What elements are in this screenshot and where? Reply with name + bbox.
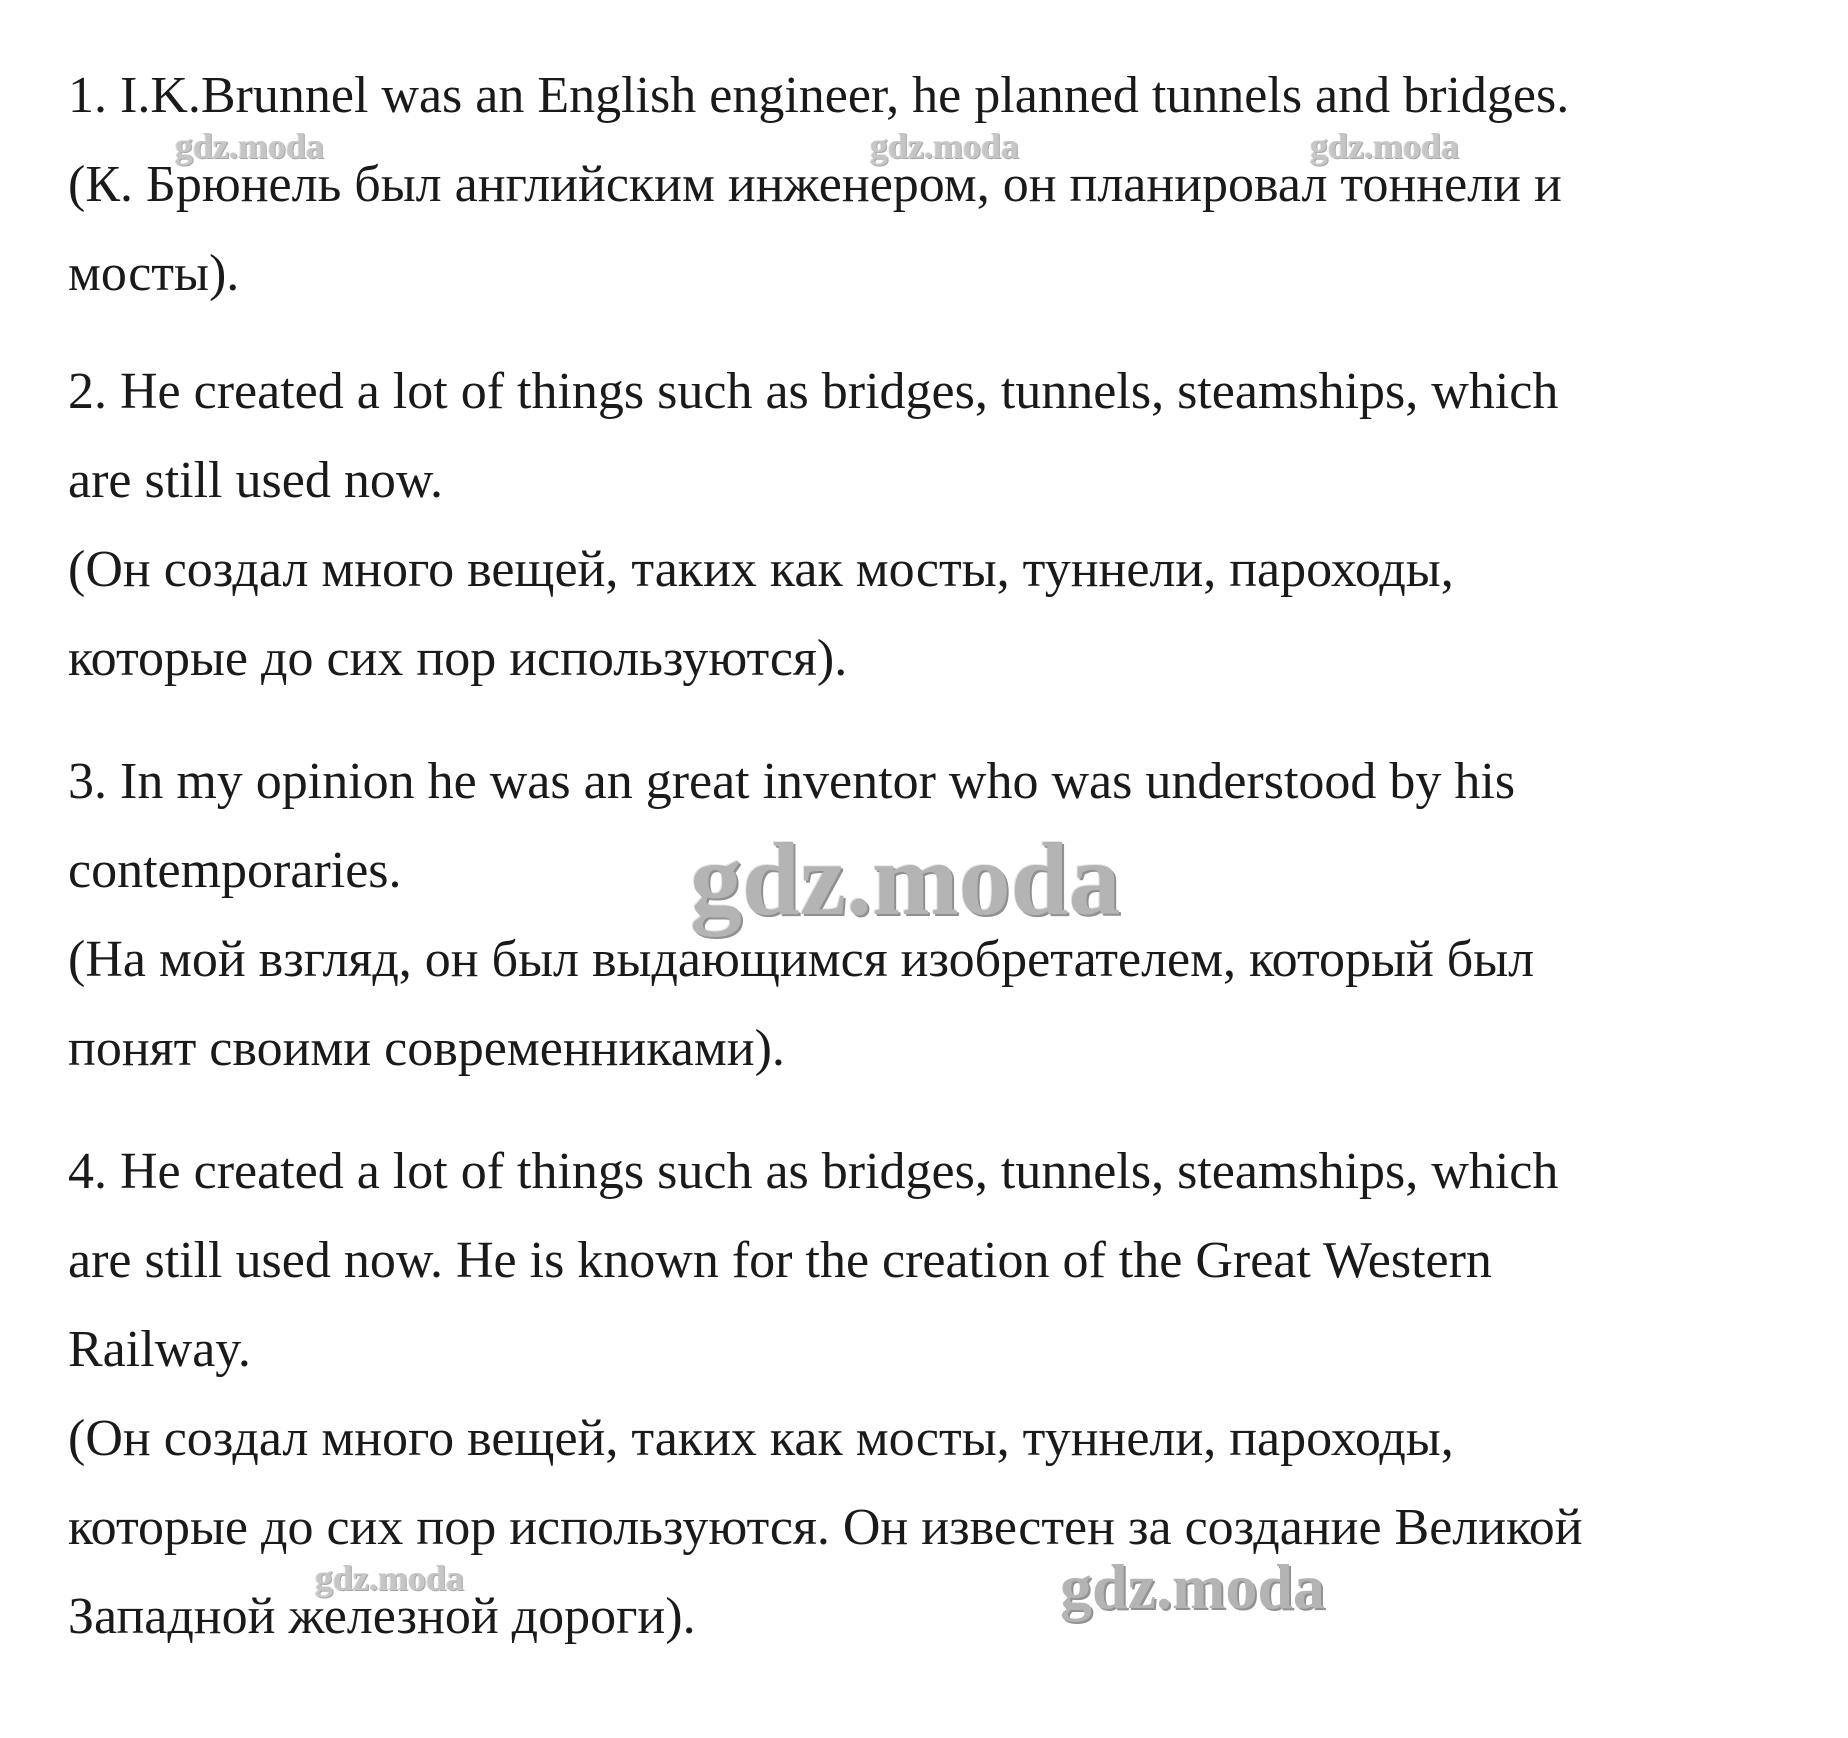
- answer-4-line-6: Западной железной дороги).: [68, 1588, 696, 1645]
- watermark-top-left: gdz.moda: [175, 126, 325, 166]
- answer-1-line-1: 1. I.K.Brunnel was an English engineer, he planned tunnels and bridges.: [68, 67, 1570, 124]
- answer-4-line-3: Railway.: [68, 1321, 251, 1378]
- answer-1-line-2: (К. Брюнель был английским инженером, он планировал тоннели и: [68, 156, 1562, 213]
- answer-3-line-2: contemporaries.: [68, 842, 402, 899]
- answer-3-line-1: 3. In my opinion he was an great inventor who was understood by his: [68, 753, 1516, 810]
- answer-3-line-4: понят своими современниками).: [68, 1020, 785, 1077]
- watermark-top-right: gdz.moda: [1310, 126, 1460, 166]
- answer-4-line-5: которые до сих пор используются. Он известен за создание Великой: [68, 1499, 1583, 1556]
- answer-4-line-1: 4. He created a lot of things such as bridges, tunnels, steamships, which: [68, 1143, 1559, 1200]
- watermark-bottom-right: gdz.moda: [1060, 1551, 1325, 1622]
- answer-4-line-4: (Он создал много вещей, таких как мосты, туннели, пароходы,: [68, 1410, 1454, 1467]
- answer-2-line-1: 2. He created a lot of things such as bridges, tunnels, steamships, which: [68, 363, 1559, 420]
- watermark-top-center: gdz.moda: [870, 126, 1020, 166]
- answer-2-line-3: (Он создал много вещей, таких как мосты, туннели, пароходы,: [68, 541, 1454, 598]
- answer-3-line-3: (На мой взгляд, он был выдающимся изобретателем, который был: [68, 931, 1535, 988]
- answer-2-line-4: которые до сих пор используются).: [68, 630, 848, 687]
- answer-4-line-2: are still used now. He is known for the creation of the Great Western: [68, 1232, 1492, 1289]
- answer-1-line-3: мосты).: [68, 245, 240, 302]
- watermark-bottom-left: gdz.moda: [315, 1558, 465, 1598]
- answer-2-line-2: are still used now.: [68, 452, 443, 509]
- watermark-center-large: gdz.moda: [690, 822, 1121, 937]
